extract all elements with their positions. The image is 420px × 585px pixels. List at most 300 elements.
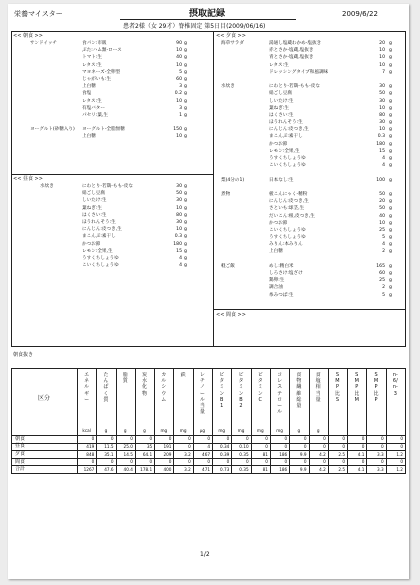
- dinner-rows: [221, 40, 403, 299]
- dish-name: 水炊き: [40, 184, 54, 189]
- dinner-row: [221, 284, 403, 291]
- table-cell-value: 0: [226, 459, 230, 465]
- ingredient-name: レタス:生: [269, 62, 289, 68]
- ingredient-quantity: 60: [379, 271, 385, 276]
- quantity-unit: g: [184, 112, 187, 118]
- table-cell-value: 0: [207, 436, 211, 442]
- table-cell-value: 35.1: [104, 451, 114, 457]
- ingredient-quantity: 30: [379, 120, 385, 126]
- ingredient-name: 上白糖: [269, 249, 283, 255]
- quantity-unit: g: [389, 292, 392, 298]
- column-unit: kcal: [82, 428, 91, 433]
- table-cell-value: 0: [245, 436, 249, 442]
- table-top-border: [11, 368, 405, 369]
- quantity-unit: g: [389, 235, 392, 241]
- column-unit: mg: [160, 428, 168, 433]
- quantity-unit: g: [389, 98, 392, 104]
- table-cell-value: 0.10: [239, 444, 249, 449]
- table-cell-value: 0: [361, 436, 365, 442]
- quantity-unit: g: [389, 91, 392, 97]
- table-cell-value: 0.34: [220, 444, 230, 449]
- grid-top-border: [11, 31, 406, 32]
- ingredient-name: にんじん:皮つき,生: [269, 199, 309, 205]
- quantity-unit: g: [389, 220, 392, 226]
- grid-right-border: [405, 31, 406, 346]
- ingredient-name: トマト:生: [82, 55, 102, 61]
- column-unit: [366, 429, 385, 434]
- quantity-unit: g: [184, 62, 187, 68]
- ingredient-name: うすくちしょうゆ: [269, 235, 306, 241]
- nutrition-summary-table: [11, 368, 405, 474]
- breakfast-row: [30, 98, 210, 105]
- ingredient-name: レタス:生: [82, 98, 102, 104]
- quantity-unit: g: [389, 278, 392, 284]
- snack-label: << 間食 >>: [216, 312, 246, 318]
- ingredient-quantity: 7: [382, 69, 385, 75]
- ingredient-name: かつお節: [269, 141, 288, 147]
- table-cell-value: 0: [91, 436, 95, 442]
- dinner-row: [221, 76, 403, 83]
- column-header: ビタミンB1: [219, 372, 225, 410]
- ingredient-quantity: 10: [379, 55, 385, 61]
- ingredient-quantity: 30: [176, 219, 182, 225]
- column-header: SMP比M: [354, 372, 360, 403]
- table-cell-value: 0: [342, 436, 346, 442]
- patient-line: 患者2様（女 29才）脊椎固定 第5日目(2009/06/16): [123, 23, 266, 30]
- ingredient-name: 有塩バター: [82, 105, 105, 111]
- grid-bottom-border: [11, 346, 406, 347]
- quantity-unit: g: [389, 263, 392, 269]
- ingredient-quantity: 10: [176, 48, 182, 54]
- ingredient-quantity: 2: [382, 285, 385, 291]
- quantity-unit: g: [389, 156, 392, 161]
- table-cell-value: 186: [279, 466, 288, 472]
- column-header: 鉄: [180, 372, 186, 378]
- ingredient-name: みりん:本みりん: [269, 242, 303, 248]
- lunch-row: [40, 212, 210, 219]
- ingredient-quantity: 15: [176, 248, 182, 254]
- grid-right-mid-border: [213, 309, 406, 310]
- quantity-unit: g: [389, 127, 392, 133]
- column-unit: mg: [276, 428, 283, 433]
- quantity-unit: g: [184, 69, 187, 75]
- column-unit: mg: [179, 428, 187, 433]
- table-cell-value: 0.35: [239, 451, 249, 457]
- table-cell-value: 178.1: [140, 466, 153, 472]
- column-header: エネルギー: [84, 372, 90, 403]
- table-cell-value: 0: [381, 459, 384, 465]
- ingredient-name: マヨネーズ-全卵型: [82, 69, 121, 75]
- lunch-row: [40, 183, 210, 190]
- ingredient-quantity: 50: [379, 91, 385, 97]
- ingredient-quantity: 20: [379, 41, 385, 46]
- breakfast-row: [30, 133, 210, 140]
- column-unit: g: [143, 428, 146, 433]
- quantity-unit: g: [184, 212, 187, 218]
- ingredient-quantity: 3: [179, 105, 182, 111]
- column-header: n-6/n-3: [392, 372, 398, 397]
- dinner-row: [221, 62, 403, 69]
- ingredient-quantity: 10: [379, 105, 385, 111]
- ingredient-quantity: 165: [376, 263, 385, 269]
- table-cell-value: 4.1: [357, 466, 365, 472]
- breakfast-row: [30, 69, 210, 76]
- column-header: 炭水化物: [142, 372, 148, 397]
- column-unit: [347, 429, 366, 434]
- quantity-unit: g: [389, 199, 392, 205]
- column-header: 脂質: [122, 372, 128, 385]
- breakfast-row: [30, 126, 210, 133]
- table-cell-value: 0: [400, 459, 403, 465]
- ingredient-name: 調合油: [269, 285, 283, 291]
- dinner-row: [221, 169, 403, 176]
- column-unit: g: [316, 428, 320, 433]
- quantity-unit: g: [184, 127, 187, 133]
- lunch-row: [40, 190, 210, 197]
- breakfast-row: [30, 83, 210, 90]
- quantity-unit: g: [184, 98, 187, 104]
- ingredient-name: 葉ねぎ:生: [82, 205, 102, 211]
- table-cell-value: 64.1: [142, 451, 153, 457]
- ingredient-name: しいたけ:生: [269, 98, 294, 104]
- ingredient-name: めし:精白米: [269, 263, 294, 269]
- ingredient-quantity: 2: [382, 249, 385, 255]
- table-cell-value: 0: [342, 444, 346, 449]
- table-cell-value: 4: [207, 444, 211, 449]
- ingredient-name: 上白糖: [82, 134, 96, 140]
- table-cell-value: 0: [149, 436, 153, 442]
- column-unit: g: [104, 428, 108, 433]
- breakfast-row: [30, 62, 210, 69]
- quantity-unit: g: [389, 48, 392, 54]
- table-cell-value: 25.0: [123, 444, 133, 449]
- ingredient-name: まこんぶ:素干し: [269, 134, 303, 140]
- breakfast-row: [30, 112, 210, 119]
- dinner-row: [221, 205, 403, 212]
- table-cell-value: 0: [188, 459, 191, 465]
- quantity-unit: g: [184, 91, 187, 97]
- ingredient-name: こいくちしょうゆ: [269, 227, 306, 233]
- quantity-unit: g: [184, 263, 187, 269]
- report-page: [8, 4, 409, 579]
- breakfast-row: [30, 40, 210, 47]
- column-unit: mg: [218, 428, 226, 433]
- table-cell-value: 40.4: [123, 466, 133, 472]
- column-unit: g: [297, 428, 301, 433]
- breakfast-row: [30, 90, 210, 97]
- ingredient-name: 葉ねぎ:生: [269, 105, 289, 111]
- dish-name: 軽ご飯: [221, 263, 235, 269]
- table-row-label: 朝食: [15, 435, 26, 442]
- grid-center-divider: [213, 31, 214, 346]
- ingredient-quantity: 1: [179, 112, 182, 118]
- table-row-label: 夕食: [15, 451, 26, 457]
- ingredient-quantity: 10: [176, 134, 182, 140]
- ingredient-quantity: 4: [179, 255, 182, 261]
- table-cell-value: 0: [400, 444, 403, 449]
- table-cell-value: 0: [361, 459, 365, 465]
- ingredient-name: しろさけ:塩ざけ: [269, 271, 303, 276]
- ingredient-quantity: 25: [379, 278, 385, 284]
- table-cell-value: 47.6: [104, 466, 114, 472]
- ingredient-name: ほうれんそう:生: [269, 120, 303, 126]
- breakfast-row: [30, 105, 210, 112]
- quantity-unit: g: [389, 84, 392, 90]
- quantity-unit: g: [184, 105, 187, 111]
- ingredient-quantity: 5: [382, 235, 385, 241]
- ingredient-name: じゃがいも:生: [82, 76, 112, 82]
- lunch-row: [40, 262, 210, 269]
- quantity-unit: g: [184, 76, 187, 82]
- table-cell-value: 471: [202, 466, 211, 472]
- quantity-unit: g: [184, 191, 187, 197]
- ingredient-name: うすくちしょうゆ: [82, 255, 119, 261]
- dinner-row: [221, 256, 403, 263]
- ingredient-name: にんじん:皮つき,生: [82, 227, 122, 233]
- ingredient-name: ヨーグルト-全脂無糖: [82, 127, 125, 133]
- ingredient-name: ぶた:ハム類-ロース: [82, 48, 122, 54]
- ingredient-name: ドレッシングタイプ和風調味: [269, 69, 329, 75]
- table-cell-value: 4.2: [319, 451, 326, 457]
- column-header: SMP比P: [373, 372, 379, 403]
- column-header: ビタミンC: [257, 372, 263, 403]
- dinner-row: [221, 90, 403, 97]
- column-header: 食塩相当量: [315, 372, 321, 403]
- ingredient-name: レタス:生: [82, 62, 102, 68]
- table-cell-value: 0: [323, 459, 326, 465]
- breakfast-row: [30, 119, 210, 126]
- table-cell-value: 0.39: [220, 451, 230, 457]
- ingredient-quantity: 10: [379, 48, 385, 54]
- lunch-row: [40, 219, 210, 226]
- ingredient-quantity: 150: [173, 127, 182, 133]
- ingredient-quantity: 10: [379, 127, 385, 133]
- table-cell-value: 0: [303, 459, 307, 465]
- ingredient-quantity: 5: [179, 69, 182, 75]
- ingredient-quantity: 10: [379, 220, 385, 226]
- ingredient-name: 赤とさか-塩蔵,塩抜き: [269, 48, 314, 54]
- ingredient-quantity: 4: [382, 242, 385, 248]
- dinner-row: [221, 162, 403, 169]
- ingredient-quantity: 180: [376, 141, 385, 147]
- column-header: コレステロール: [277, 372, 283, 416]
- quantity-unit: g: [184, 41, 187, 46]
- table-cell-value: 0: [303, 444, 307, 449]
- ingredient-name: かつお節: [269, 220, 288, 226]
- dinner-row: [221, 119, 403, 126]
- ingredient-name: にわとり-若鶏-もも-皮な: [269, 84, 320, 90]
- lunch-row: [40, 233, 210, 240]
- dinner-row: [221, 54, 403, 61]
- dinner-row: [221, 98, 403, 105]
- ingredient-name: パセリ:葉,生: [82, 112, 108, 118]
- quantity-unit: g: [184, 219, 187, 225]
- table-cell-value: 0: [303, 436, 307, 442]
- table-cell-value: 848: [86, 451, 95, 457]
- dinner-row: [221, 47, 403, 54]
- dish-name: 水炊き: [221, 84, 235, 90]
- ingredient-quantity: 10: [176, 62, 182, 68]
- table-cell-value: 1.2: [396, 451, 403, 457]
- ingredient-name: 板こんにゃく-精粉: [269, 191, 308, 197]
- column-unit: g: [123, 428, 127, 433]
- dinner-row: [221, 40, 403, 47]
- column-unit: mg: [256, 428, 264, 433]
- dinner-row: [221, 69, 403, 76]
- table-cell-value: 0: [284, 444, 288, 449]
- table-cell-value: 0: [342, 459, 346, 465]
- table-cell-value: 0: [323, 444, 326, 449]
- quantity-unit: g: [389, 41, 392, 46]
- ingredient-name: まこんぶ:素干し: [82, 234, 116, 240]
- ingredient-name: だいこん:根,皮つき,生: [269, 213, 315, 219]
- column-unit: μg: [199, 428, 206, 433]
- ingredient-quantity: 10: [176, 227, 182, 233]
- table-cell-value: 81: [262, 451, 268, 457]
- dinner-row: [221, 213, 403, 220]
- table-cell-value: 0: [149, 459, 153, 465]
- dinner-row: [221, 191, 403, 198]
- table-cell-value: 467: [202, 451, 211, 457]
- ingredient-quantity: 25: [379, 227, 385, 233]
- table-cell-value: 0.73: [220, 466, 230, 472]
- table-cell-value: 0: [245, 459, 249, 465]
- table-cell-value: 0: [130, 459, 133, 465]
- quantity-unit: g: [184, 227, 187, 233]
- table-cell-value: 9.9: [299, 466, 307, 472]
- dish-name: 海草サラダ: [221, 41, 244, 46]
- ingredient-quantity: 80: [379, 112, 385, 118]
- ingredient-quantity: 0.2: [174, 91, 182, 97]
- breakfast-label: << 朝食 >>: [13, 33, 43, 39]
- title-underline: [120, 19, 296, 20]
- table-cell-value: 14.5: [123, 451, 133, 457]
- ingredient-name: 湯通し塩蔵わかめ-塩抜き: [269, 41, 322, 46]
- column-header: 食物繊維総量: [296, 372, 302, 410]
- ingredient-name: にわとり-若鶏-もも-皮な: [82, 184, 133, 189]
- table-cell-value: 0.35: [239, 466, 249, 472]
- table-cell-value: 419: [86, 444, 95, 449]
- table-cell-value: 81: [262, 466, 268, 472]
- lunch-row: [40, 197, 210, 204]
- table-cell-value: 0: [188, 444, 191, 449]
- quantity-unit: g: [389, 55, 392, 61]
- dinner-row: [221, 270, 403, 277]
- table-cell-value: 0: [130, 436, 133, 442]
- ingredient-name: 日本なし:生: [269, 177, 294, 183]
- table-cell-value: 0: [110, 436, 114, 442]
- table-row-label: 間食: [15, 458, 26, 465]
- dinner-row: [221, 155, 403, 162]
- ingredient-quantity: 180: [173, 241, 182, 247]
- quantity-unit: g: [389, 191, 392, 197]
- table-cell-value: 0: [400, 436, 403, 442]
- ingredient-name: さといも:球茎,生: [269, 206, 305, 212]
- ingredient-quantity: 10: [379, 62, 385, 68]
- ingredient-quantity: 0.3: [174, 234, 182, 240]
- lunch-row: [40, 241, 210, 248]
- quantity-unit: g: [184, 205, 187, 211]
- quantity-unit: g: [389, 148, 392, 154]
- column-unit: [328, 429, 347, 434]
- table-cell-value: 3.2: [184, 466, 191, 472]
- dinner-row: [221, 263, 403, 270]
- ingredient-quantity: 90: [176, 41, 182, 46]
- column-unit: mg: [237, 428, 245, 433]
- quantity-unit: g: [389, 62, 392, 68]
- quantity-unit: g: [389, 134, 392, 140]
- table-cell-value: 0: [323, 436, 326, 442]
- quantity-unit: g: [389, 227, 392, 233]
- page-number: 1/2: [200, 551, 210, 558]
- table-cell-value: 4.2: [319, 466, 326, 472]
- lunch-row: [40, 255, 210, 262]
- ingredient-name: こいくちしょうゆ: [269, 163, 306, 169]
- lunch-row: [40, 248, 210, 255]
- column-header: カルシウム: [161, 372, 167, 403]
- quantity-unit: g: [389, 112, 392, 118]
- ingredient-name: 糸みつば:生: [269, 292, 294, 298]
- lunch-label: << 昼食 >>: [13, 176, 43, 182]
- dinner-row: [221, 277, 403, 284]
- table-cell-value: 186: [279, 451, 288, 457]
- dinner-row: [221, 184, 403, 191]
- breakfast-row: [30, 54, 210, 61]
- ingredient-name: はくさい:生: [82, 212, 107, 218]
- table-cell-value: 400: [163, 466, 172, 472]
- table-cell-value: 9.9: [299, 451, 307, 457]
- ingredient-name: 鶏卵:生: [269, 278, 285, 284]
- footnote: 朝食抜き: [13, 352, 34, 358]
- table-cell-value: 3.3: [377, 466, 384, 472]
- ingredient-name: こいくちしょうゆ: [82, 263, 119, 269]
- lunch-row: [40, 205, 210, 212]
- ingredient-name: 絹ごし豆腐: [82, 191, 105, 197]
- ingredient-quantity: 50: [176, 191, 182, 197]
- ingredient-quantity: 15: [379, 148, 385, 154]
- dinner-row: [221, 148, 403, 155]
- table-cell-value: 0: [168, 436, 172, 442]
- table-cell-value: 1.2: [396, 466, 403, 472]
- column-header: ビタミンB2: [238, 372, 244, 410]
- dinner-row: [221, 126, 403, 133]
- quantity-unit: g: [389, 285, 392, 291]
- quantity-unit: g: [389, 105, 392, 111]
- quantity-unit: g: [389, 163, 392, 169]
- table-cell-value: 0: [284, 436, 288, 442]
- page-title: 摂取記録: [189, 9, 226, 19]
- breakfast-row: [30, 76, 210, 83]
- dinner-row: [221, 220, 403, 227]
- ingredient-quantity: 10: [176, 205, 182, 211]
- quantity-unit: g: [389, 249, 392, 255]
- breakfast-row: [30, 47, 210, 54]
- ingredient-quantity: 30: [379, 84, 385, 90]
- breakfast-rows: [30, 40, 210, 141]
- ingredient-name: ほうれんそう:生: [82, 219, 116, 225]
- quantity-unit: g: [184, 134, 187, 140]
- quantity-unit: g: [184, 234, 187, 240]
- dish-name: 煮物: [221, 191, 231, 197]
- ingredient-name: 食塩: [82, 91, 92, 97]
- dish-name: ヨーグルト(砂糖入り): [30, 127, 75, 133]
- dish-name: 梨(4分の1): [221, 177, 245, 183]
- dinner-row: [221, 248, 403, 255]
- table-row-label: 合計: [15, 466, 26, 473]
- ingredient-name: レモン:全果,生: [82, 248, 113, 254]
- ingredient-quantity: 60: [176, 76, 182, 82]
- table-cell-value: 0: [265, 459, 268, 465]
